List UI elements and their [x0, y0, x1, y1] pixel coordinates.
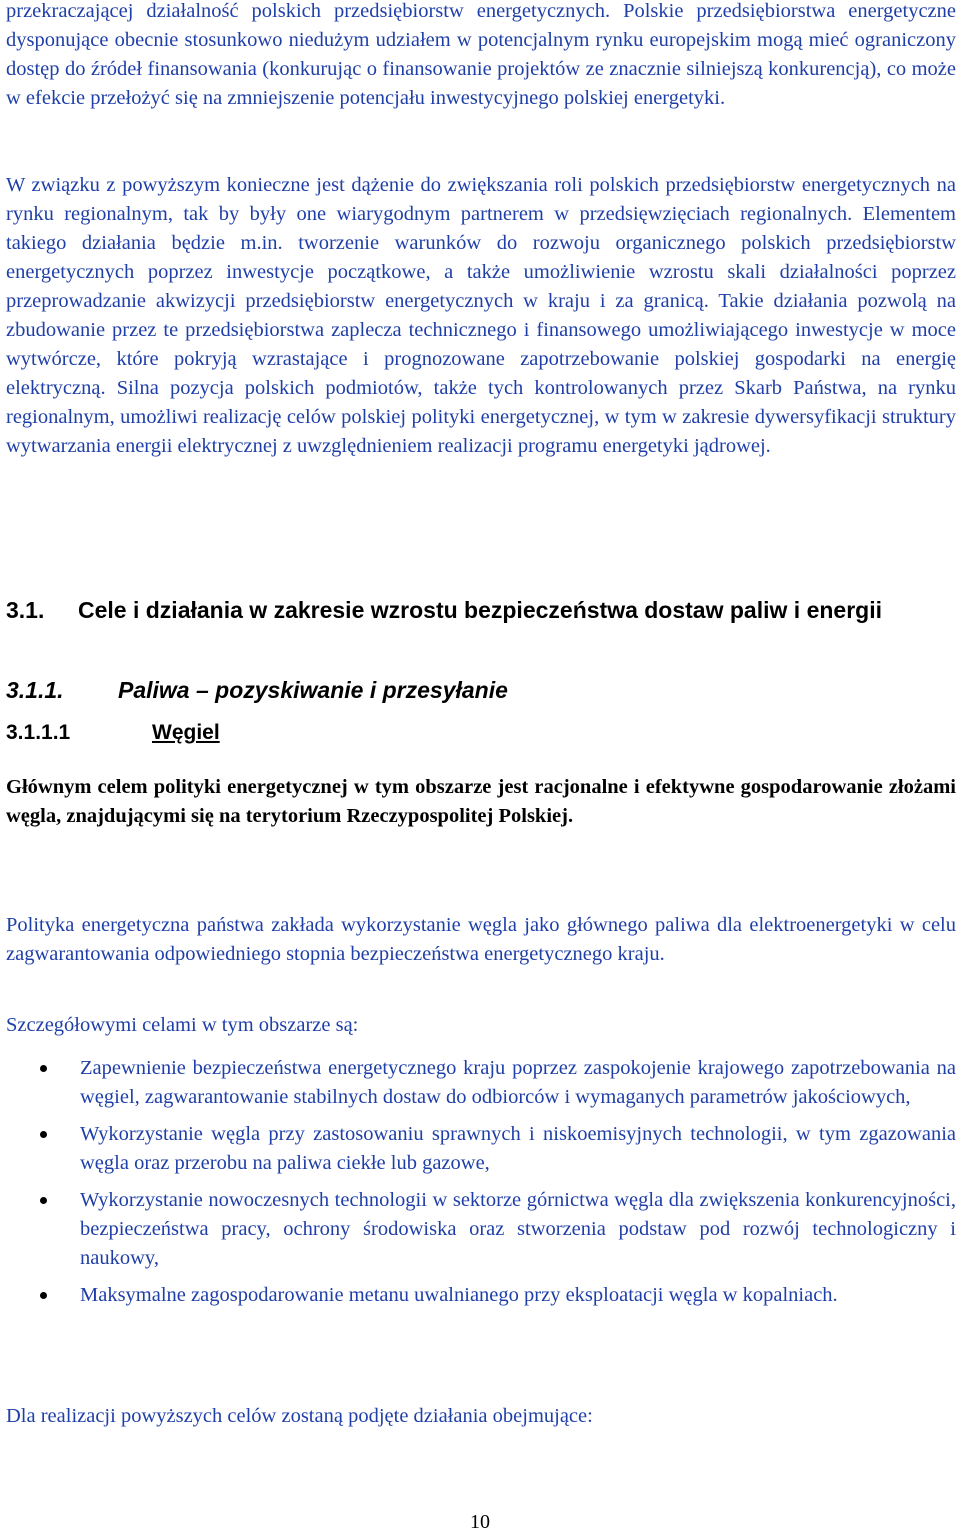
paragraph-intro: przekraczającej działalność polskich przedsiębiorstw energetycznych. Polskie przedsiębiorstwa energetyczne dysponujące obecnie stosunkowo niedużym udziałem w potencjalnym rynku europejskim mogą mieć ograniczony dostęp do źródeł finansowania (konkurując o finansowanie projektów ze znacznie silniejszą konkurencją), co może w efekcie przełożyć się na zmniejszenie potencjału inwestycyjnego polskiej energetyki. — [6, 0, 956, 109]
list-item-text: Zapewnienie bezpieczeństwa energetycznego kraju poprzez zaspokojenie krajowego zapotrzebowania na węgiel, zagwarantowanie stabilnych dostaw do odbiorców i wymaganych parametrów jakościowych, — [80, 1057, 956, 1108]
bullet-icon — [40, 1065, 47, 1072]
subsubsection-heading-3-1-1-1 — [6, 719, 220, 747]
paragraph-regional-role: W związku z powyższym konieczne jest dążenie do zwiększania roli polskich przedsiębiorstw energetycznych na rynku regionalnym, tak by były one wiarygodnym partnerem w przedsięwzięciach regionalnych. Elementem takiego działania będzie m.in. tworzenie warunków do rozwoju organicznego polskich przedsiębiorstw energetycznych poprzez inwestycje początkowe, a także umożliwienie wzrostu skali działalności poprzez przeprowadzanie akwizycji przedsiębiorstw energetycznych w kraju i za granicą. Takie działania pozwolą na zbudowanie przez te przedsiębiorstwa zaplecza technicznego i finansowego umożliwiającego inwestycje w moce wytwórcze, które pokryją wzrastające i prognozowane zapotrzebowanie polskiej gospodarki na energię elektryczną. Silna pozycja polskich podmiotów, także tych kontrolowanych przez Skarb Państwa, na rynku regionalnym, umożliwi realizację celów polskiej polityki energetycznej, w tym w zakresie dywersyfikacji struktury wytwarzania energii elektrycznej z uwzględnieniem realizacji programu energetyki jądrowej. — [6, 174, 956, 457]
list-item — [6, 1120, 956, 1178]
subsubsection-number: 3.1.1.1 — [6, 721, 71, 744]
list-item — [6, 1186, 956, 1273]
list-item-text: Wykorzystanie węgla przy zastosowaniu sprawnych i niskoemisyjnych technologii, w tym zgazowania węgla oraz przerobu na paliwa ciekłe lub gazowe, — [80, 1123, 956, 1174]
bullet-icon — [40, 1131, 47, 1138]
paragraph-actions-intro: Dla realizacji powyższych celów zostaną podjęte działania obejmujące: — [6, 1405, 593, 1427]
section-heading-3-1 — [6, 594, 956, 626]
subsection-title: Paliwa – pozyskiwanie i przesyłanie — [118, 677, 508, 703]
subsubsection-title: Węgiel — [152, 721, 220, 744]
paragraph-policy: Polityka energetyczna państwa zakłada wykorzystanie węgla jako głównego paliwa dla elektroenergetyki w celu zagwarantowania odpowiedniego stopnia bezpieczeństwa energetycznego kraju. — [6, 914, 956, 965]
section-number: 3.1. — [6, 597, 45, 623]
bullet-icon — [40, 1197, 47, 1204]
goals-list — [6, 1054, 956, 1318]
list-item-text: Maksymalne zagospodarowanie metanu uwalnianego przy eksploatacji węgla w kopalniach. — [80, 1284, 838, 1306]
bullet-icon — [40, 1292, 47, 1299]
list-item — [6, 1054, 956, 1112]
paragraph-main-goal: Głównym celem polityki energetycznej w tym obszarze jest racjonalne i efektywne gospodarowanie złożami węgla, znajdującymi się na terytorium Rzeczypospolitej Polskiej. — [6, 776, 956, 827]
section-title: Cele i działania w zakresie wzrostu bezpieczeństwa dostaw paliw i energii — [78, 597, 882, 623]
list-item-text: Wykorzystanie nowoczesnych technologii w sektorze górnictwa węgla dla zwiększenia konkurencyjności, bezpieczeństwa pracy, ochrony środowiska oraz stworzenia podstaw pod rozwój technologiczny i naukowy, — [80, 1189, 956, 1269]
paragraph-detailed-goals-intro: Szczegółowymi celami w tym obszarze są: — [6, 1014, 359, 1036]
subsection-number: 3.1.1. — [6, 677, 64, 703]
subsection-heading-3-1-1 — [6, 675, 508, 705]
page-number: 10 — [470, 1511, 490, 1533]
list-item — [6, 1281, 956, 1310]
